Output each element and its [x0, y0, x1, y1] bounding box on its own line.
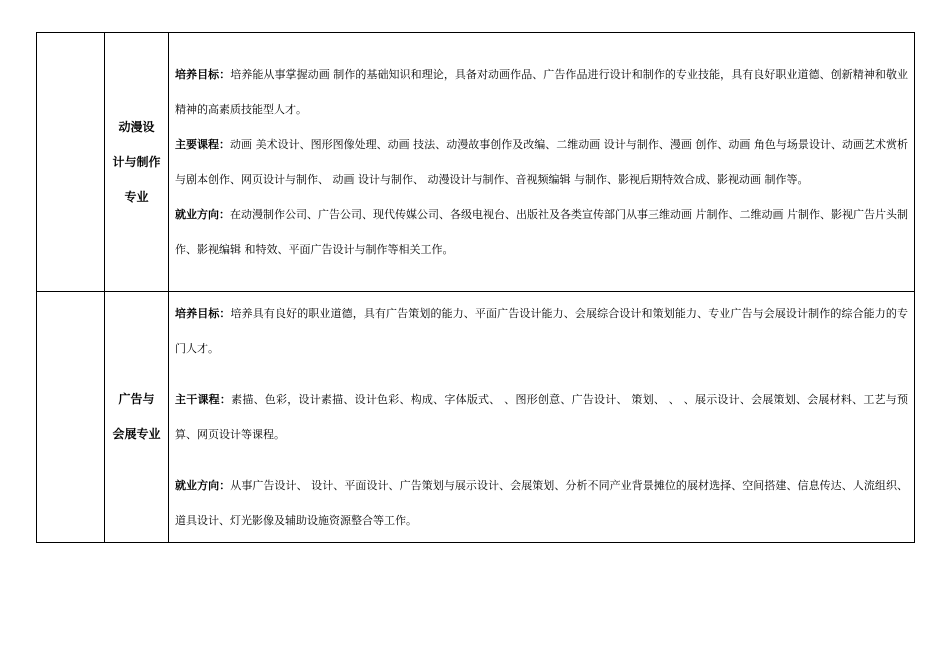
courses-label: 主要课程：	[175, 138, 231, 151]
major-name-line: 动漫设	[118, 119, 155, 134]
courses-text: 素描、色彩，设计素描、设计色彩、构成、字体版式、 、图形创意、广告设计、 策划、 、 、展示设计、会展策划、会展材料、工艺与预算、网页设计等课程。	[175, 393, 909, 441]
courses-label: 主干课程：	[175, 393, 232, 406]
courses-paragraph	[175, 127, 908, 197]
major-name-cell	[105, 33, 169, 292]
career-text: 在动漫制作公司、广告公司、现代传媒公司、各级电视台、出版社及各类宣传部门从事三维动画 片制作、二维动画 片制作、影视广告片头制作、影视编辑 和特效、平面广告设计与制作等相关工作。	[175, 208, 908, 256]
major-name-line: 会展专业	[112, 427, 161, 441]
major-detail-cell	[169, 292, 915, 543]
career-text: 从事广告设计、 设计、平面设计、广告策划与展示设计、会展策划、分析不同产业背景摊位的展材选择、空间搭建、信息传达、人流组织、道具设计、灯光影像及辅助设施资源整合等工作。	[175, 479, 908, 527]
career-paragraph	[175, 468, 908, 538]
major-name-line: 专业	[124, 189, 149, 204]
objective-text: 培养能从事掌握动画 制作的基础知识和理论，具备对动画作品、广告作品进行设计和制作的专业技能，具有良好职业道德、创新精神和敬业精神的高素质技能型人才。	[175, 68, 908, 116]
courses-text: 动画 美术设计、图形图像处理、动画 技法、动漫故事创作及改编、二维动画 设计与制作、漫画 创作、动画 角色与场景设计、动画艺术赏析与剧本创作、网页设计与制作、 动画 设计与制作、 动漫设计与制作、音视频编辑 与制作、影视后期特效合成、影视动画 制作等。	[175, 138, 909, 186]
objective-label: 培养目标：	[175, 307, 231, 320]
blank-cell	[37, 33, 105, 292]
objective-paragraph	[175, 57, 908, 127]
objective-text: 培养具有良好的职业道德，具有广告策划的能力、平面广告设计能力、会展综合设计和策划能力、专业广告与会展设计制作的综合能力的专门人才。	[175, 307, 909, 355]
career-label: 就业方向：	[175, 479, 231, 492]
table-row	[37, 292, 915, 543]
major-detail-cell	[169, 33, 915, 292]
career-label: 就业方向：	[175, 208, 230, 221]
major-name-line: 计与制作	[112, 154, 161, 169]
objective-paragraph	[175, 296, 908, 366]
major-name-line: 广告与	[118, 392, 155, 406]
career-paragraph	[175, 197, 908, 267]
courses-paragraph	[175, 382, 908, 452]
majors-table	[36, 32, 915, 543]
major-name-cell	[105, 292, 169, 543]
objective-label: 培养目标：	[175, 68, 231, 81]
table-row	[37, 33, 915, 292]
blank-cell	[37, 292, 105, 543]
